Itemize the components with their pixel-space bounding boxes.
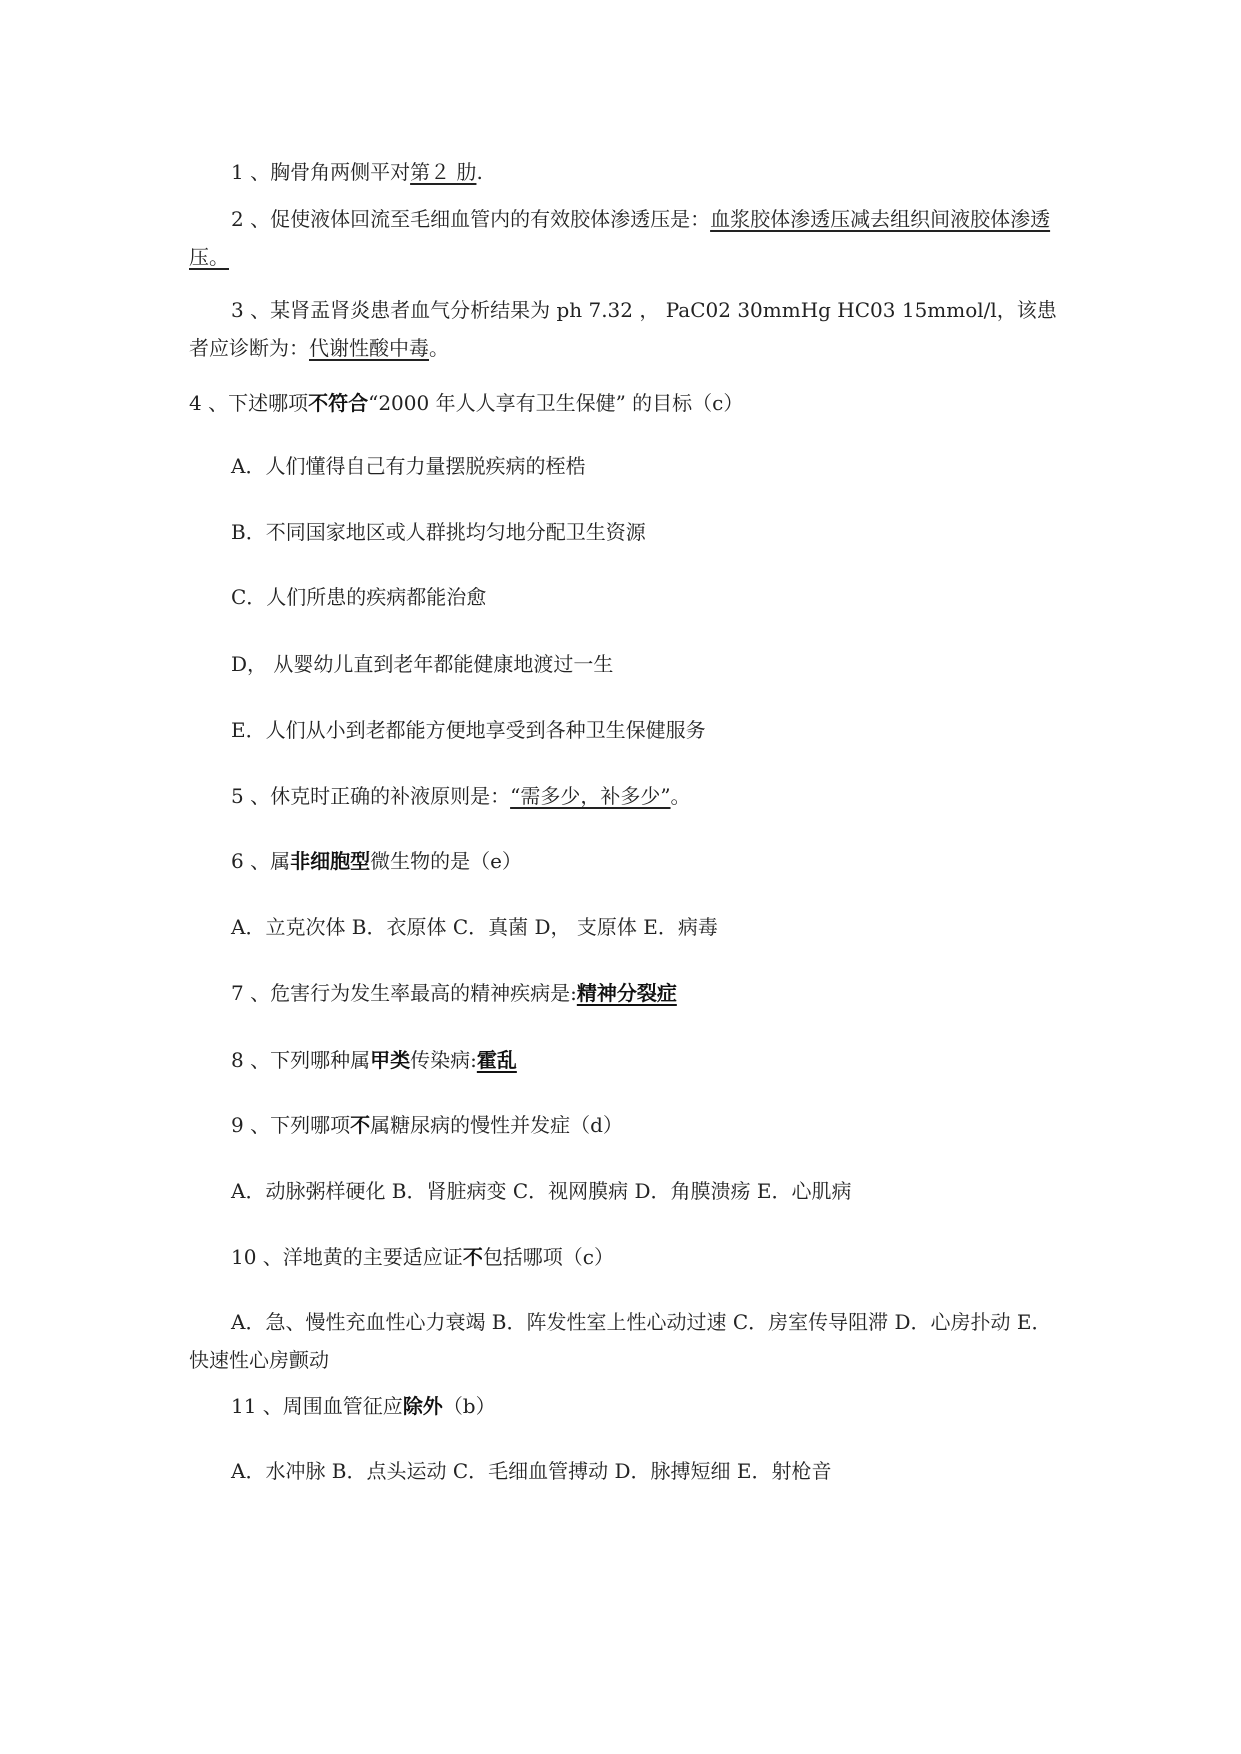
q10-options: A．急、慢性充血性心力衰竭 B．阵发性室上性心动过速 C．房室传导阻滞 D．心房扑动 E．快速性心房颤动 [189, 1310, 1052, 1372]
question-2: 2 、促使液体回流至毛细血管内的有效胶体渗透压是：血浆胶体渗透压减去组织间液胶体渗透压。 [189, 207, 1051, 269]
q4-option-b: B．不同国家地区或人群挑均匀地分配卫生资源 [231, 520, 646, 544]
question-8: 8 、下列哪种属甲类传染病:霍乱 [231, 1048, 517, 1072]
answer-text: 第２ 肋 [410, 160, 477, 184]
emphasis-text: 不符合 [308, 391, 369, 415]
question-1: 1 、胸骨角两侧平对第２ 肋. [231, 160, 483, 184]
emphasis-text: 不 [350, 1113, 371, 1137]
q4-option-c: C．人们所患的疾病都能治愈 [231, 585, 487, 609]
q4-option-a: A．人们懂得自己有力量摆脱疾病的桎梏 [231, 454, 586, 478]
q4-option-d: D， 从婴幼儿直到老年都能健康地渡过一生 [231, 652, 614, 676]
q4-option-e: E．人们从小到老都能方便地享受到各种卫生保健服务 [231, 718, 706, 742]
emphasis-text: 非细胞型 [290, 849, 371, 873]
emphasis-text: 除外 [402, 1394, 443, 1418]
question-11: 11 、周围血管征应除外（b） [231, 1394, 496, 1418]
answer-text: “需多少，补多少” [510, 784, 671, 808]
question-10: 10 、洋地黄的主要适应证不包括哪项（c） [231, 1245, 615, 1269]
emphasis-text: 甲类 [370, 1048, 411, 1072]
question-6: 6 、属非细胞型微生物的是（e） [231, 849, 522, 873]
answer-text: 霍乱 [476, 1048, 517, 1072]
question-3: 3 、某肾盂肾炎患者血气分析结果为 ph 7.32 ， PaC02 30mmHg HC03 15mmol/l，该患者应诊断为：代谢性酸中毒。 [189, 298, 1057, 360]
answer-text: 代谢性酸中毒 [309, 336, 429, 360]
q6-options: A．立克次体 B．衣原体 C．真菌 D， 支原体 E．病毒 [231, 915, 718, 939]
question-7: 7 、危害行为发生率最高的精神疾病是:精神分裂症 [231, 981, 677, 1005]
question-5: 5 、休克时正确的补液原则是：“需多少，补多少”。 [231, 784, 691, 808]
q11-options: A．水冲脉 B．点头运动 C．毛细血管搏动 D．脉搏短细 E．射枪音 [231, 1459, 832, 1483]
q9-options: A．动脉粥样硬化 B．肾脏病变 C．视网膜病 D．角膜溃疡 E．心肌病 [231, 1179, 852, 1203]
emphasis-text: 不 [462, 1245, 483, 1269]
answer-text: 精神分裂症 [576, 981, 677, 1005]
question-9: 9 、下列哪项不属糖尿病的慢性并发症（d） [231, 1113, 623, 1137]
question-4: 4 、下述哪项不符合“2000 年人人享有卫生保健” 的目标（c） [189, 391, 744, 415]
answer-text: 血浆胶体渗透压减去组织间液胶体渗透压。 [189, 207, 1051, 269]
